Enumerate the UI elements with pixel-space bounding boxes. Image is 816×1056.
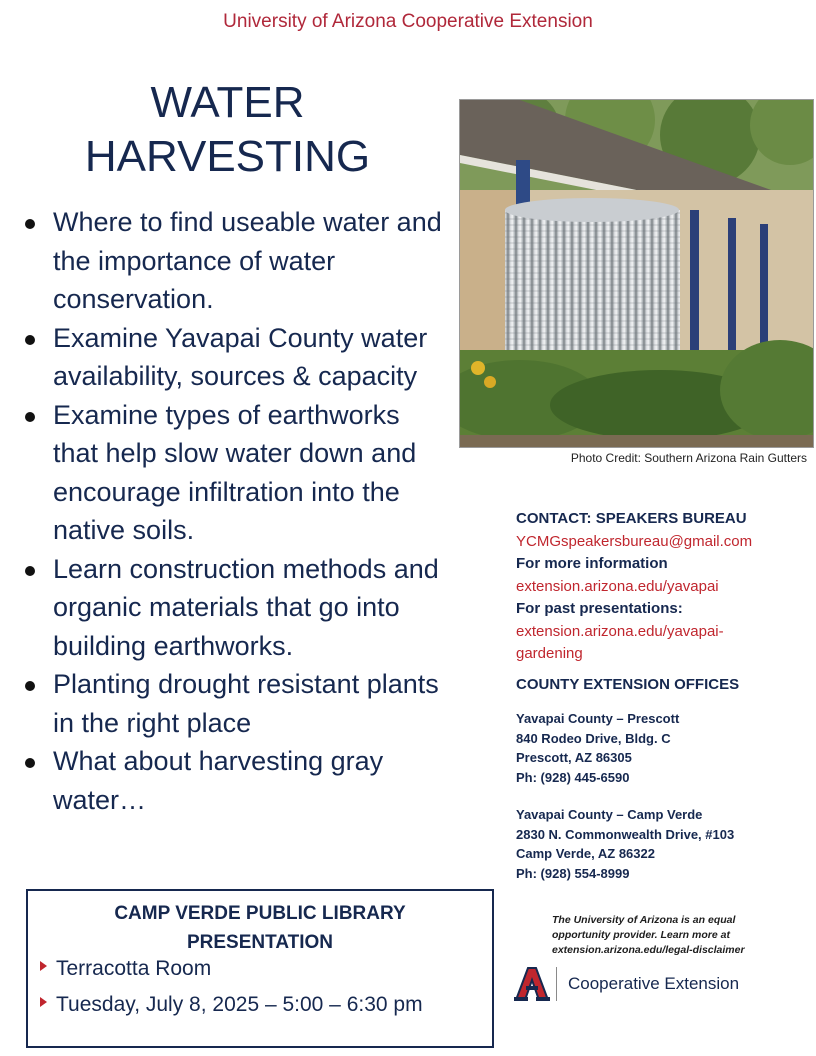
disclaimer: The University of Arizona is an equal opportunity provider. Learn more at extension.arizona.edu/legal-disclaimer bbox=[552, 914, 745, 956]
arizona-a-logo-icon bbox=[512, 964, 552, 1004]
office-prescott: Yavapai County – Prescott 840 Rodeo Drive, Bldg. C Prescott, AZ 86305 Ph: (928) 445-6590 bbox=[516, 711, 680, 785]
event-datetime: Tuesday, July 8, 2025 – 5:00 – 6:30 pm bbox=[56, 993, 423, 1017]
red-triangle-bullet-icon bbox=[40, 961, 47, 971]
office-camp-verde: Yavapai County – Camp Verde 2830 N. Commonwealth Drive, #103 Camp Verde, AZ 86322 Ph: (928) 554-8999 bbox=[516, 807, 735, 881]
title-line-2: HARVESTING bbox=[84, 132, 371, 181]
list-item: Examine Yavapai County water availability, sources & capacity bbox=[22, 319, 442, 396]
page-title bbox=[40, 76, 415, 184]
contact-heading: CONTACT: SPEAKERS BUREAU bbox=[516, 510, 747, 527]
list-item: What about harvesting gray water… bbox=[22, 742, 442, 819]
event-box bbox=[26, 889, 494, 1048]
event-title: CAMP VERDE PUBLIC LIBRARY PRESENTATION bbox=[114, 903, 406, 953]
title-line-1: WATER bbox=[150, 78, 305, 127]
list-item: Examine types of earthworks that help slow water down and encourage infiltration into the native soils. bbox=[22, 396, 442, 550]
bullet-icon bbox=[25, 681, 35, 691]
more-info-label: For more information bbox=[516, 555, 668, 572]
bullet-icon bbox=[25, 412, 35, 422]
cooperative-extension-logo bbox=[512, 964, 772, 1004]
photo-credit: Photo Credit: Southern Arizona Rain Gutters bbox=[570, 451, 807, 465]
red-triangle-bullet-icon bbox=[40, 997, 47, 1007]
logo-text: Cooperative Extension bbox=[568, 974, 740, 993]
contact-section bbox=[516, 508, 811, 666]
list-item: Learn construction methods and organic materials that go into building earthworks. bbox=[22, 550, 442, 666]
offices-heading: COUNTY EXTENSION OFFICES bbox=[516, 676, 740, 693]
list-item: Where to find useable water and the importance of water conservation. bbox=[22, 203, 442, 319]
header-title: University of Arizona Cooperative Extension bbox=[223, 11, 593, 32]
past-presentations-label: For past presentations: bbox=[516, 600, 683, 617]
bullet-icon bbox=[25, 566, 35, 576]
contact-email-link[interactable]: YCMGspeakersbureau@gmail.com bbox=[516, 532, 753, 550]
past-presentations-link[interactable]: extension.arizona.edu/yavapai- gardening bbox=[516, 622, 724, 662]
list-item: Planting drought resistant plants in the right place bbox=[22, 665, 442, 742]
event-room: Terracotta Room bbox=[56, 957, 211, 981]
bullet-icon bbox=[25, 219, 35, 229]
topic-list bbox=[22, 203, 442, 819]
rain-tank-photo bbox=[459, 99, 814, 448]
logo-divider bbox=[556, 967, 557, 1001]
bullet-icon bbox=[25, 758, 35, 768]
more-info-link[interactable]: extension.arizona.edu/yavapai bbox=[516, 577, 719, 595]
bullet-icon bbox=[25, 335, 35, 345]
